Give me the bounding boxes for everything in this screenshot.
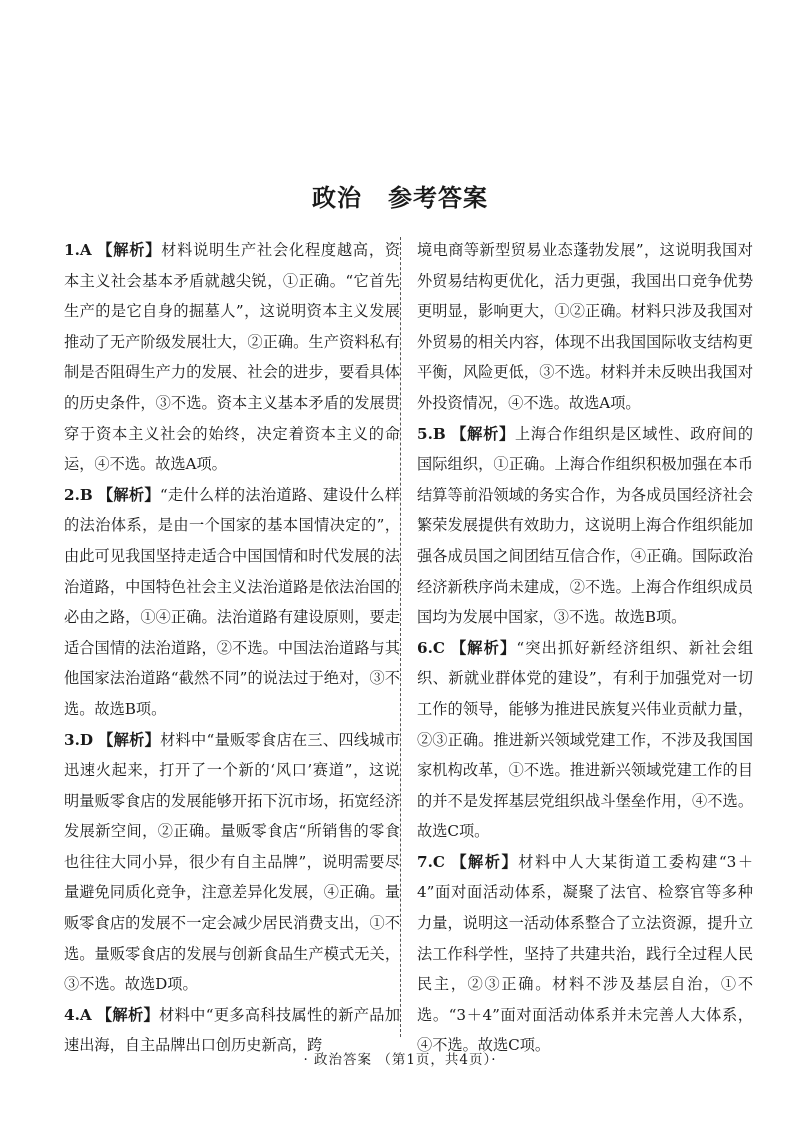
continued-text: 境电商等新型贸易业态蓬勃发展”，这说明我国对外贸易结构更优化，活力更强，我国出口竞争优势更明显，影响更大，①②正确。材料只涉及我国对外贸易的相关内容，体现不出我国国际收支结构更平衡，风险更低，③不选。材料并未反映出我国对外投资情况，④不选。故选A项。 — [417, 241, 753, 412]
answer-item — [64, 235, 400, 480]
answer-text: 材料中人大某街道工委构建“3＋4”面对面活动体系，凝聚了法官、检察官等多种力量，说明这一活动体系整合了立法资源，提升立法工作科学性，坚持了共建共治，践行全过程人民民主，②③正确。材料不涉及基层自治，①不选。“3＋4”面对面活动体系并未完善人大体系，④不选。故选C项。 — [417, 852, 754, 1055]
answer-text: “突出抓好新经济组织、新社会组织、新就业群体党的建设”，有利于加强党对一切工作的领导，能够为推进民族复兴伟业贡献力量，②③正确。推进新兴领域党建工作，不涉及我国国家机构改革，①不选。推进新兴领域党建工作的目的并不是发挥基层党组织战斗堡垒作用，④不选。故选C项。 — [417, 638, 754, 841]
answer-number: 1.A — [64, 241, 92, 259]
answer-number: 2.B — [64, 485, 93, 504]
page-title — [0, 178, 800, 213]
answer-number: 6.C — [417, 638, 445, 657]
answer-text: 上海合作组织是区域性、政府间的国际组织，①正确。上海合作组织积极加强在本币结算等前沿领域的务实合作，为各成员国经济社会繁荣发展提供有效助力，这说明上海合作组织能加强各成员国之间团结互信合作，④正确。国际政治经济新秩序尚未建成，②不选。上海合作组织成员国均为发展中国家，③不选。故选B项。 — [417, 424, 754, 627]
title-subject: 政治 — [312, 184, 362, 212]
answer-item — [64, 480, 400, 725]
analysis-tag: 【解析】 — [96, 1005, 160, 1024]
right-column — [417, 235, 753, 1061]
page-footer: · 政治答案 （第1页，共4页）· — [303, 1052, 497, 1068]
analysis-tag: 【解析】 — [451, 424, 515, 443]
answer-item — [417, 633, 753, 847]
analysis-tag: 【解析】 — [450, 638, 517, 657]
left-column — [64, 235, 400, 1061]
answer-text: 材料中“量贩零食店在三、四线城市迅速火起来，打开了一个新的‘风口’赛道”，这说明量贩零食店的发展能够开拓下沉市场，拓宽经济发展新空间，②正确。量贩零食店“所销售的零食也往往大同小异，很少有自主品牌”，说明需要尽量避免同质化竞争，注意差异化发展，④正确。量贩零食店的发展不一定会减少居民消费支出，①不选。量贩零食店的发展与创新食品生产模式无关，③不选。故选D项。 — [64, 730, 401, 994]
analysis-tag: 【解析】 — [98, 730, 161, 749]
answer-text: “走什么样的法治道路、建设什么样的法治体系，是由一个国家的基本国情决定的”，由此可见我国坚持走适合中国国情和时代发展的法治道路，中国特色社会主义法治道路是依法治国的必由之路，①④正确。法治道路有建设原则，要走适合国情的法治道路，②不选。中国法治道路与其他国家法治道路“截然不同”的说法过于绝对，③不选。故选B项。 — [64, 485, 401, 718]
answer-item — [64, 725, 400, 1000]
analysis-tag: 【解析】 — [97, 485, 160, 504]
answer-number: 4.A — [64, 1005, 92, 1024]
answer-text: 材料说明生产社会化程度越高，资本主义社会基本矛盾就越尖锐，①正确。“它首先生产的是它自身的掘墓人”，这说明资本主义发展推动了无产阶级发展壮大，②正确。生产资料私有制是否阻碍生产力的发展、社会的进步，要看具体的历史条件，③不选。资本主义基本矛盾的发展贯穿于资本主义社会的始终，决定着资本主义的命运，④不选。故选A项。 — [64, 241, 401, 474]
analysis-tag: 【解析】 — [97, 241, 162, 259]
analysis-tag: 【解析】 — [451, 852, 519, 871]
answer-number: 3.D — [64, 730, 94, 749]
title-heading: 参考答案 — [388, 184, 488, 212]
answer-number: 7.C — [417, 852, 445, 871]
column-divider — [400, 237, 401, 1037]
answer-item — [417, 847, 753, 1061]
answer-text: 材料中“更多高科技属性的新产品加速出海，自主品牌出口创历史新高，跨 — [64, 1005, 401, 1055]
answer-number: 5.B — [417, 424, 446, 443]
answer-item — [417, 419, 753, 633]
